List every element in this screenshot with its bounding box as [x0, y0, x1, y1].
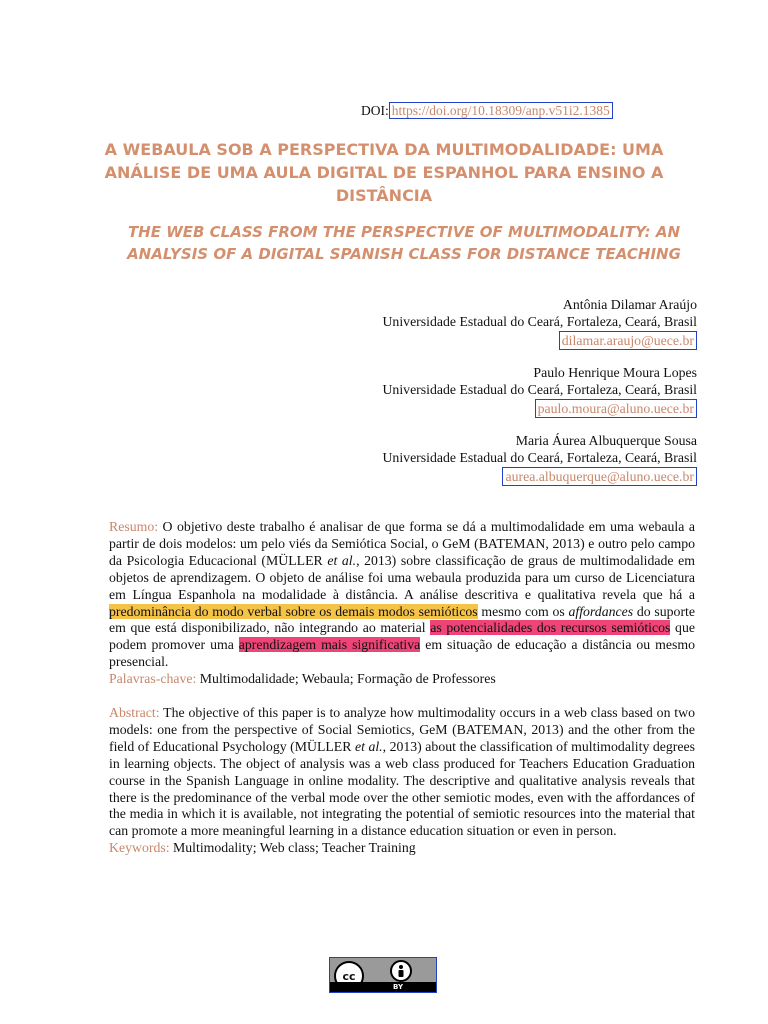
author-affiliation: Universidade Estadual do Ceará, Fortaleza, Ceará, Brasil — [382, 314, 697, 329]
cc-by-license-badge[interactable] — [329, 957, 437, 993]
keywords-label: Keywords: — [109, 840, 170, 856]
title-portuguese: A WEBAULA SOB A PERSPECTIVA DA MULTIMODALIDADE: UMA ANÁLISE DE UMA AULA DIGITAL DE ESPANHOL PARA ENSINO A DISTÂNCIA — [104, 140, 664, 205]
resumo-text: mesmo com os — [477, 603, 569, 619]
creative-commons-icon: cc — [334, 961, 364, 991]
author-email-link[interactable]: dilamar.araujo@uece.br — [559, 331, 697, 350]
resumo-text: do suporte em que está disponibilizado, não integrando ao material — [109, 603, 695, 636]
authors-block — [277, 296, 697, 500]
abstract-text: , 2013) about the classification of multimodality degrees in learning objects. The object of analysis was a web class produced for Teachers Education Graduation course in the Spanish Language in online modality. The descriptive and qualitative analysis reveals that there is the predominance of the verbal mode over the other semiotic modes, even with the affordances of the media in which it is available, not integrating the potential of semiotic resources into the material that can promote a more meaningful learning in a distance education situation or even in person. — [109, 738, 695, 839]
abstract-label: Abstract: — [109, 705, 160, 720]
resumo-section — [109, 519, 695, 688]
attribution-person-icon — [390, 960, 412, 982]
palavras-chave-label: Palavras-chave: — [109, 671, 197, 687]
resumo-affordances: affordances — [568, 603, 634, 619]
author-3 — [277, 432, 697, 486]
abstract-text: The objective of this paper is to analyze how multimodality occurs in a web class based on two models: one from the perspective of Social Semiotics, GeM (BATEMAN, 2013) and the other from the field of Educational Psychology (MÜLLER — [109, 705, 695, 754]
resumo-highlight-pink: aprendizagem mais significativa — [238, 637, 421, 653]
by-label: BY — [393, 983, 404, 991]
author-name: Antônia Dilamar Araújo — [562, 297, 697, 312]
doi-line — [361, 103, 613, 119]
abstract-section — [109, 705, 695, 857]
author-affiliation: Universidade Estadual do Ceará, Fortaleza, Ceará, Brasil — [382, 382, 697, 397]
doi-label: DOI: — [361, 103, 389, 118]
author-affiliation: Universidade Estadual do Ceará, Fortaleza, Ceará, Brasil — [382, 450, 697, 465]
resumo-highlight-yellow: predominância do modo verbal sobre os demais modos semióticos — [109, 603, 478, 619]
doi-link[interactable]: https://doi.org/10.18309/anp.v51i2.1385 — [389, 102, 613, 119]
person-icon — [394, 964, 408, 978]
resumo-text: que podem promover uma — [109, 620, 695, 653]
author-email-link[interactable]: aurea.albuquerque@aluno.uece.br — [502, 467, 697, 486]
resumo-highlight-pink: as potencialidades dos recursos semióticos — [430, 620, 671, 636]
license-bar — [330, 982, 436, 992]
resumo-label: Resumo: — [109, 519, 159, 534]
author-name: Paulo Henrique Moura Lopes — [533, 365, 697, 380]
resumo-text: O objetivo deste trabalho é analisar de que forma se dá a multimodalidade em uma webaula a partir de dois modelos: um pelo viés da Semiótica Social, o GeM (BATEMAN, 2013) e outro pelo campo da Psicologia Educacional (MÜLLER — [109, 519, 695, 568]
resumo-text: em situação de educação a distância ou mesmo presencial. — [109, 637, 695, 670]
palavras-chave: Multimodalidade; Webaula; Formação de Professores — [196, 671, 496, 687]
resumo-text: , 2013) sobre classificação de graus de multimodalidade em objetos de aprendizagem. O objeto de análise foi uma webaula produzida para um curso de Licenciatura em Língua Espanhola na modalidade à distância. A análise descritiva e qualitativa revela que há a — [109, 552, 695, 602]
author-2 — [277, 364, 697, 418]
abstract-etal: et al. — [354, 738, 383, 754]
author-1 — [277, 296, 697, 350]
author-name: Maria Áurea Albuquerque Sousa — [515, 433, 697, 448]
keywords: Multimodality; Web class; Teacher Training — [169, 840, 416, 856]
title-english: THE WEB CLASS FROM THE PERSPECTIVE OF MULTIMODALITY: AN ANALYSIS OF A DIGITAL SPANISH CLASS FOR DISTANCE TEACHING — [127, 223, 681, 263]
resumo-etal: et al. — [327, 552, 357, 568]
author-email-link[interactable]: paulo.moura@aluno.uece.br — [535, 399, 697, 418]
